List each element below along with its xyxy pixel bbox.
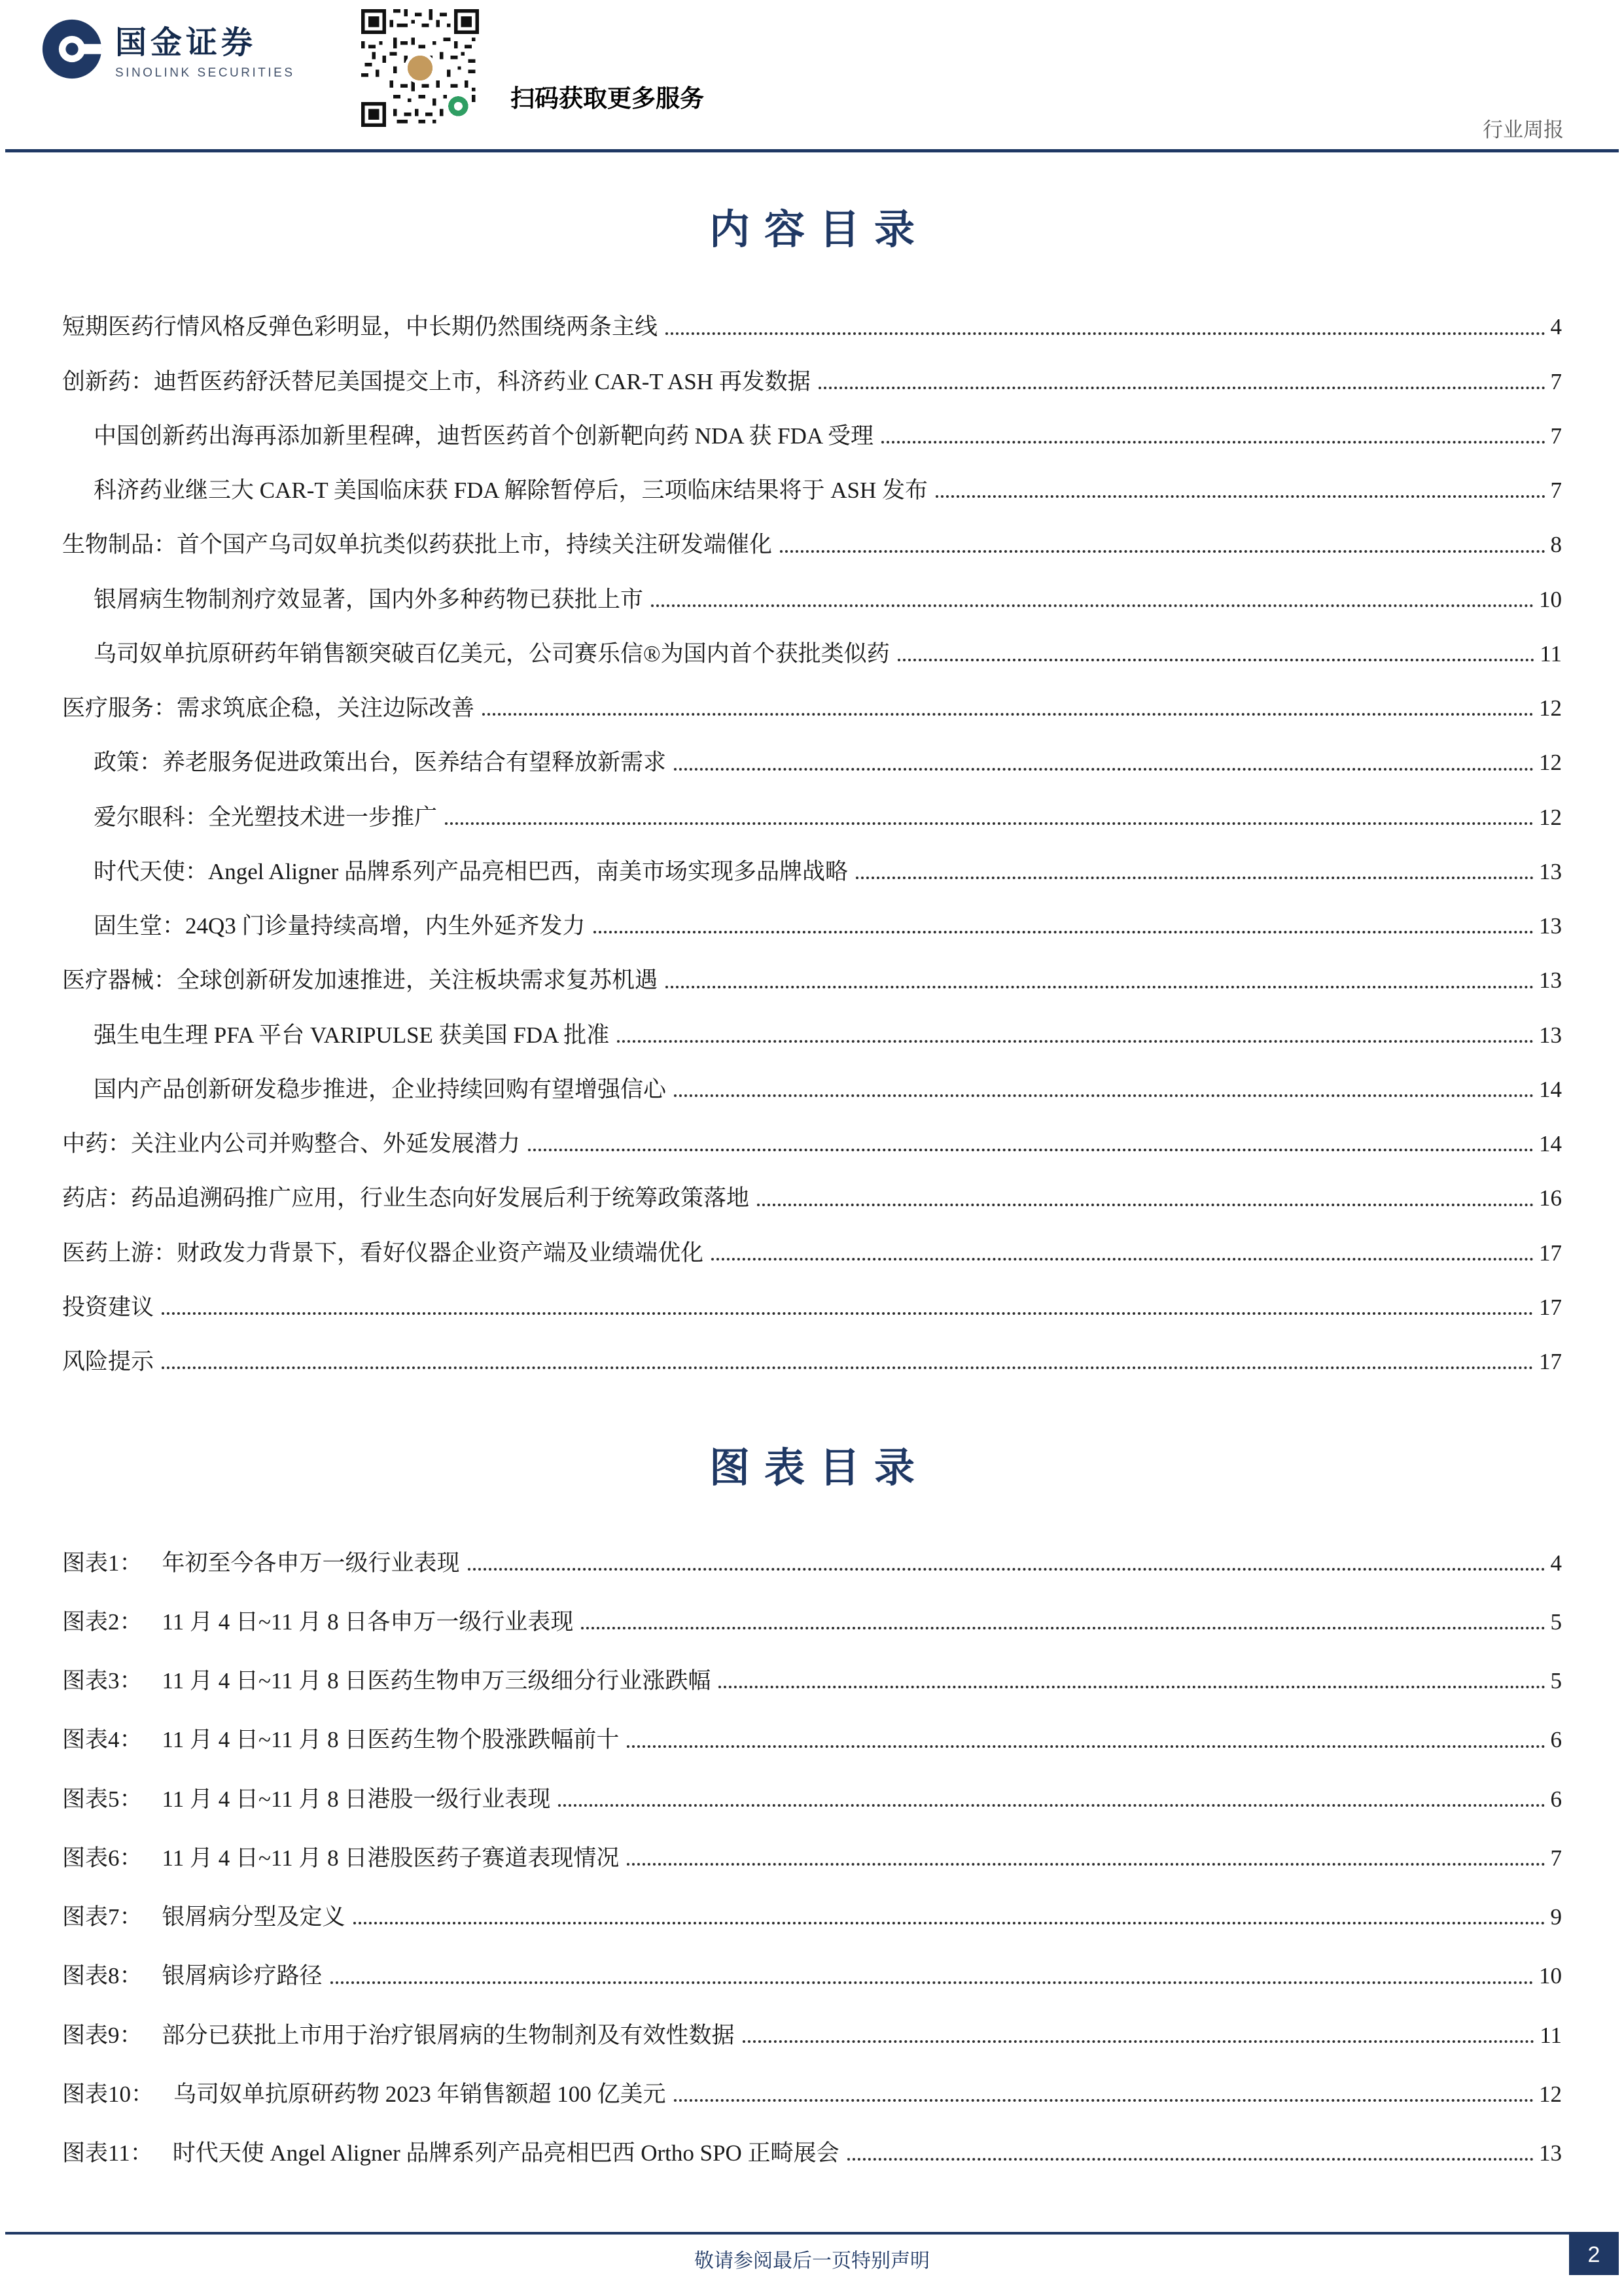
figure-entry-page: 4 — [1550, 1550, 1562, 1576]
figure-entry-page: 7 — [1550, 1845, 1562, 1871]
page-header — [0, 0, 1624, 149]
dotted-leader — [674, 1094, 1534, 1097]
figure-entry[interactable] — [62, 1963, 1562, 1989]
toc-entry-text: 时代天使：Angel Aligner 品牌系列产品亮相巴西，南美市场实现多品牌战略 — [94, 858, 849, 884]
figure-entry-label: 图表9： — [62, 2022, 143, 2048]
dotted-leader — [665, 332, 1545, 335]
page-number-badge: 2 — [1569, 2235, 1619, 2275]
toc-entry[interactable] — [62, 750, 1562, 776]
toc-entry-text: 医疗服务：需求筑底企稳，关注边际改善 — [62, 695, 475, 722]
figures-title: 图表目录 — [709, 1446, 929, 1491]
toc-entry-page: 12 — [1539, 695, 1562, 722]
figure-entry[interactable] — [62, 1786, 1562, 1813]
toc-entry[interactable] — [62, 532, 1562, 558]
toc-entry[interactable] — [62, 1349, 1562, 1375]
report-type-label: 行业周报 — [1483, 118, 1564, 141]
dotted-leader — [651, 604, 1534, 607]
toc-entry[interactable] — [62, 587, 1562, 613]
toc-title: 内容目录 — [709, 208, 929, 252]
dotted-leader — [581, 1627, 1545, 1629]
figure-entry[interactable] — [62, 2081, 1562, 2108]
dotted-leader — [593, 931, 1534, 933]
toc-entry-text: 医疗器械：全球创新研发加速推进，关注板块需求复苏机遇 — [62, 967, 658, 994]
figure-entry-text: 年初至今各申万一级行业表现 — [162, 1550, 460, 1576]
figure-entry-label: 图表4： — [62, 1727, 143, 1753]
figure-entry-text: 部分已获批上市用于治疗银屑病的生物制剂及有效性数据 — [162, 2022, 735, 2048]
dotted-leader — [936, 495, 1545, 498]
figure-entry[interactable] — [62, 1845, 1562, 1871]
figure-entry-page: 5 — [1550, 1609, 1562, 1635]
dotted-leader — [468, 1568, 1545, 1571]
toc-entry[interactable] — [62, 1077, 1562, 1103]
figure-entry-page: 5 — [1550, 1668, 1562, 1694]
figure-entry[interactable] — [62, 2140, 1562, 2166]
figure-entry-label: 图表8： — [62, 1963, 143, 1989]
toc-entry[interactable] — [62, 913, 1562, 939]
toc-entry[interactable] — [62, 1131, 1562, 1157]
content — [0, 207, 1624, 2166]
brand-name-en: SINOLINK SECURITIES — [115, 66, 295, 80]
toc-entry-text: 医药上游：财政发力背景下，看好仪器企业资产端及业绩端优化 — [62, 1240, 704, 1266]
toc-entry-page: 14 — [1539, 1076, 1562, 1102]
toc-entry-text: 银屑病生物制剂疗效显著，国内外多种药物已获批上市 — [94, 586, 644, 612]
toc-entry-page: 17 — [1539, 1240, 1562, 1266]
figure-entry[interactable] — [62, 1550, 1562, 1576]
figure-entry[interactable] — [62, 1727, 1562, 1753]
dotted-leader — [627, 1863, 1545, 1866]
toc-entry[interactable] — [62, 805, 1562, 831]
toc-entry-text: 短期医药行情风格反弹色彩明显，中长期仍然围绕两条主线 — [62, 314, 658, 340]
qr-caption: 扫码获取更多服务 — [510, 85, 704, 112]
figure-entry[interactable] — [62, 2023, 1562, 2049]
dotted-leader — [617, 1040, 1534, 1043]
toc-entry-page: 11 — [1540, 640, 1562, 667]
dotted-leader — [162, 1312, 1534, 1315]
dotted-leader — [162, 1366, 1534, 1369]
toc-entry[interactable] — [62, 1022, 1562, 1049]
brand-text — [115, 17, 295, 80]
toc-entry-page: 13 — [1539, 1022, 1562, 1048]
toc-entry-text: 固生堂：24Q3 门诊量持续高增，内生外延齐发力 — [94, 913, 586, 939]
figure-entry-label: 图表7： — [62, 1904, 143, 1930]
dotted-leader — [743, 2040, 1535, 2043]
toc-entry-text: 爱尔眼科：全光塑技术进一步推广 — [94, 804, 438, 830]
figure-entry-label: 图表11： — [62, 2140, 153, 2166]
figure-entry[interactable] — [62, 1904, 1562, 1930]
dotted-leader — [674, 2099, 1534, 2102]
figure-entry-page: 10 — [1539, 1963, 1562, 1989]
figure-entry-text: 11 月 4 日~11 月 8 日港股一级行业表现 — [162, 1786, 551, 1812]
dotted-leader — [881, 441, 1545, 444]
toc-entry-page: 7 — [1550, 423, 1562, 449]
toc-entry-page: 10 — [1539, 586, 1562, 612]
toc-entry-text: 乌司奴单抗原研药年销售额突破百亿美元，公司赛乐信®为国内首个获批类似药 — [94, 640, 890, 667]
dotted-leader — [353, 1922, 1545, 1924]
toc-entry-text: 投资建议 — [62, 1294, 154, 1320]
dotted-leader — [819, 387, 1545, 389]
dotted-leader — [718, 1686, 1545, 1688]
toc-entry-text: 药店：药品追溯码推广应用，行业生态向好发展后利于统筹政策落地 — [62, 1185, 750, 1211]
page-footer — [5, 2232, 1619, 2278]
dotted-leader — [528, 1149, 1534, 1151]
brand-name-cn: 国金证券 — [115, 26, 257, 60]
figure-entry[interactable] — [62, 1668, 1562, 1694]
figure-entry-label: 图表1： — [62, 1550, 143, 1576]
figure-entry-text: 11 月 4 日~11 月 8 日港股医药子赛道表现情况 — [162, 1845, 620, 1871]
dotted-leader — [856, 877, 1534, 879]
toc-entry-text: 强生电生理 PFA 平台 VARIPULSE 获美国 FDA 批准 — [94, 1022, 610, 1048]
toc-entry[interactable] — [62, 967, 1562, 994]
dotted-leader — [898, 659, 1535, 661]
toc-entry-page: 14 — [1539, 1131, 1562, 1157]
toc-entry[interactable] — [62, 423, 1562, 449]
figure-entry-text: 时代天使 Angel Aligner 品牌系列产品亮相巴西 Ortho SPO 正畸展会 — [172, 2140, 839, 2166]
toc-entry-page: 13 — [1539, 967, 1562, 994]
figure-entry[interactable] — [62, 1609, 1562, 1635]
dotted-leader — [780, 550, 1545, 553]
dotted-leader — [445, 822, 1534, 825]
toc-entry[interactable] — [62, 369, 1562, 395]
figure-entry-label: 图表5： — [62, 1786, 143, 1812]
sinolink-logo-icon — [41, 18, 103, 80]
toc-entry-page: 13 — [1539, 858, 1562, 884]
figure-entry-page: 13 — [1539, 2140, 1562, 2166]
figure-entry-page: 6 — [1550, 1727, 1562, 1753]
toc-entry-text: 中药：关注业内公司并购整合、外延发展潜力 — [62, 1131, 521, 1157]
header-divider — [5, 149, 1619, 152]
toc-entry-page: 7 — [1550, 478, 1562, 504]
toc-entry-page: 7 — [1550, 368, 1562, 394]
toc-entry-page: 13 — [1539, 913, 1562, 939]
toc-entry[interactable] — [62, 859, 1562, 885]
figure-entry-label: 图表3： — [62, 1668, 143, 1694]
toc-entry-page: 16 — [1539, 1185, 1562, 1211]
dotted-leader — [482, 713, 1534, 716]
figure-entry-page: 12 — [1539, 2081, 1562, 2107]
dotted-leader — [558, 1804, 1545, 1807]
toc-entry[interactable] — [62, 478, 1562, 504]
toc-entry-text: 科济药业继三大 CAR-T 美国临床获 FDA 解除暂停后，三项临床结果将于 ASH 发布 — [94, 478, 928, 504]
toc-entry-page: 17 — [1539, 1294, 1562, 1320]
disclaimer-text: 敬请参阅最后一页特别声明 — [694, 2250, 930, 2272]
figure-entry-page: 6 — [1550, 1786, 1562, 1812]
toc-entry-page: 12 — [1539, 804, 1562, 830]
dotted-leader — [627, 1745, 1545, 1748]
toc-entry-text: 风险提示 — [62, 1349, 154, 1375]
toc-entry-text: 中国创新药出海再添加新里程碑，迪哲医药首个创新靶向药 NDA 获 FDA 受理 — [94, 423, 874, 449]
brand-logo — [41, 17, 295, 80]
dotted-leader — [665, 986, 1534, 988]
figure-entry-page: 9 — [1550, 1904, 1562, 1930]
toc-entry[interactable] — [62, 314, 1562, 340]
qr-block — [361, 9, 704, 127]
toc-entry[interactable] — [62, 1240, 1562, 1266]
figure-entry-label: 图表2： — [62, 1609, 143, 1635]
dotted-leader — [711, 1258, 1534, 1261]
figure-entry-text: 银屑病诊疗路径 — [162, 1963, 323, 1989]
figure-entry-text: 11 月 4 日~11 月 8 日医药生物申万三级细分行业涨跌幅 — [162, 1668, 711, 1694]
dotted-leader — [330, 1981, 1534, 1984]
figure-entry-label: 图表10： — [62, 2081, 154, 2107]
toc-entry[interactable] — [62, 695, 1562, 722]
dotted-leader — [674, 768, 1534, 771]
qr-code — [361, 9, 479, 127]
toc-entry-page: 12 — [1539, 750, 1562, 776]
figure-entry-text: 银屑病分型及定义 — [162, 1904, 345, 1930]
toc-entry[interactable] — [62, 641, 1562, 667]
figure-list — [62, 1550, 1562, 2167]
dotted-leader — [847, 2158, 1534, 2161]
toc-entry[interactable] — [62, 1295, 1562, 1321]
toc-entry[interactable] — [62, 1185, 1562, 1211]
toc-list — [62, 314, 1562, 1375]
toc-entry-text: 国内产品创新研发稳步推进，企业持续回购有望增强信心 — [94, 1076, 667, 1102]
figure-entry-label: 图表6： — [62, 1845, 143, 1871]
toc-entry-page: 8 — [1550, 532, 1562, 558]
figure-entry-page: 11 — [1540, 2022, 1562, 2048]
dotted-leader — [757, 1204, 1534, 1206]
figure-entry-text: 11 月 4 日~11 月 8 日医药生物个股涨跌幅前十 — [162, 1727, 620, 1753]
toc-entry-page: 17 — [1539, 1349, 1562, 1375]
toc-entry-text: 生物制品：首个国产乌司奴单抗类似药获批上市，持续关注研发端催化 — [62, 532, 773, 558]
toc-entry-text: 政策：养老服务促进政策出台，医养结合有望释放新需求 — [94, 750, 667, 776]
figure-entry-text: 乌司奴单抗原研药物 2023 年销售额超 100 亿美元 — [173, 2081, 666, 2107]
toc-entry-page: 4 — [1550, 314, 1562, 340]
figure-entry-text: 11 月 4 日~11 月 8 日各申万一级行业表现 — [162, 1609, 574, 1635]
toc-entry-text: 创新药：迪哲医药舒沃替尼美国提交上市，科济药业 CAR-T ASH 再发数据 — [62, 368, 811, 394]
